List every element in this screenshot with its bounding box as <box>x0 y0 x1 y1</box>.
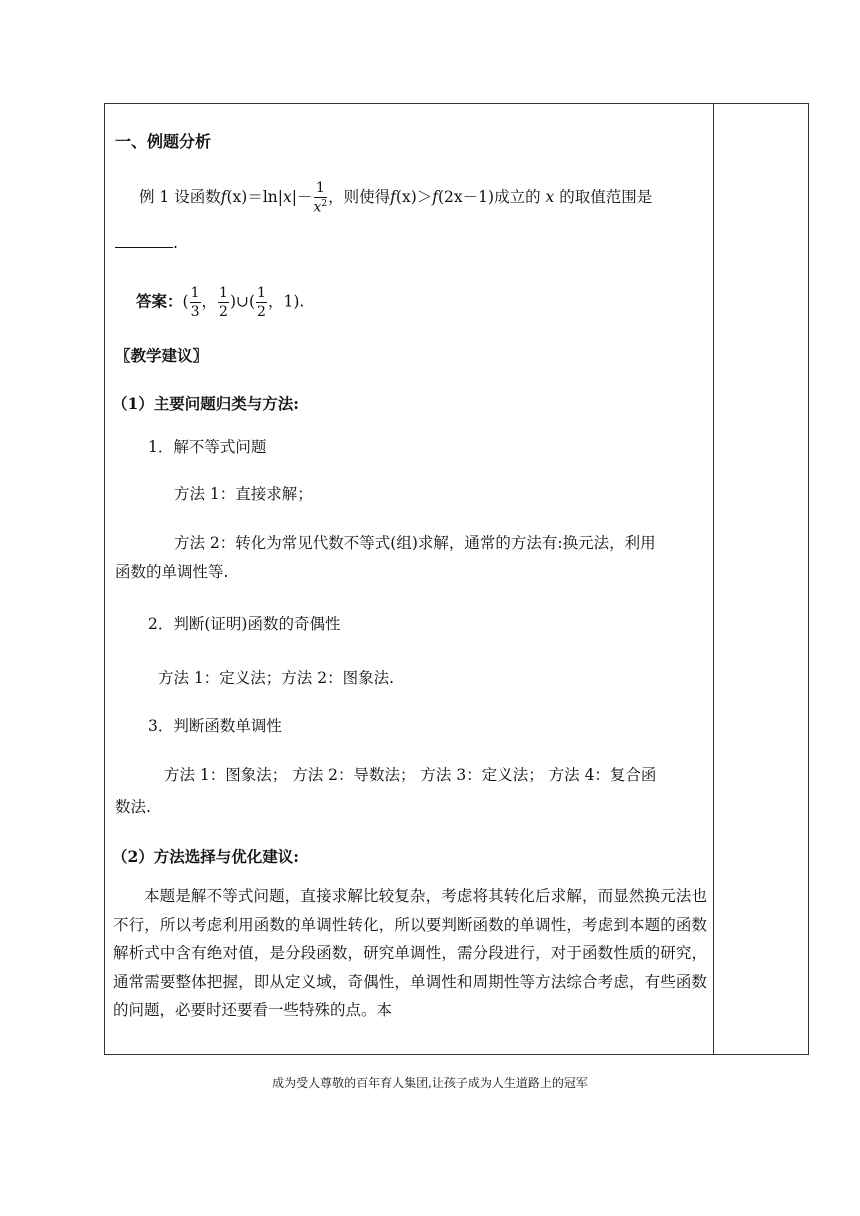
example-problem <box>139 181 652 215</box>
func-arg: (x) <box>226 187 248 206</box>
f2-den: 2 <box>219 304 228 320</box>
abs-var: x <box>283 187 292 206</box>
answer-label: 答案： <box>136 291 183 311</box>
answer-sep: ， <box>201 292 218 311</box>
teaching-title: 〖教学建议〗 <box>115 346 209 365</box>
item-1-method-2-line-1: 方法 2：转化为常见代数不等式(组)求解，通常的方法有:换元法，利用 <box>174 534 656 552</box>
cond-pre: ，则使得 <box>328 187 391 206</box>
example-intro: 设函数 <box>174 187 221 206</box>
item-3-methods-line-1: 方法 1：图象法； 方法 2：导数法； 方法 3：定义法； 方法 4：复合函 <box>164 766 657 784</box>
f3-den: 2 <box>257 304 266 320</box>
den-exponent: 2 <box>321 199 328 209</box>
cond-arg1: (x)＞ <box>395 187 433 206</box>
fraction-one-half-b <box>256 286 267 319</box>
cond-post: 成立的 <box>494 187 541 206</box>
item-3: 3．判断函数单调性 <box>148 717 282 735</box>
cond-end: 的取值范围是 <box>559 187 653 206</box>
part1-title: （1）主要问题归类与方法: <box>112 394 300 413</box>
example-label: 例 1 <box>139 187 170 206</box>
item-2-methods: 方法 1：定义法；方法 2：图象法. <box>158 669 395 687</box>
fraction-denominator <box>314 198 328 215</box>
part2-title: （2）方法选择与优化建议: <box>112 847 300 866</box>
item-3-methods-line-2: 数法. <box>115 798 151 816</box>
cond-x: x <box>545 187 555 206</box>
cond-f1: f <box>390 187 396 206</box>
func-name: f <box>220 187 227 206</box>
answer-tail: ，1). <box>267 292 305 311</box>
den-var: x <box>313 199 322 216</box>
table-column-divider <box>713 103 714 1055</box>
f3-num: 1 <box>257 285 266 301</box>
item-1-method-1: 方法 1：直接求解； <box>174 485 313 503</box>
cond-arg2: (2x－1) <box>438 187 495 206</box>
fraction-numerator: 1 <box>314 181 328 198</box>
blank-period: . <box>173 234 178 252</box>
f1-den: 3 <box>190 304 200 320</box>
f1-num: 1 <box>190 285 200 301</box>
answer-blank-line <box>115 233 178 253</box>
section-title: 一、例题分析 <box>115 132 212 151</box>
answer-open: ( <box>182 292 189 311</box>
fraction-one-half-a <box>218 286 229 319</box>
answer-union: )∪( <box>229 292 256 311</box>
fraction-1-over-x2 <box>314 181 328 215</box>
abs-end: |－ <box>291 187 313 206</box>
cond-f2: f <box>432 187 438 206</box>
item-1-method-2-line-2: 函数的单调性等. <box>115 563 229 581</box>
answer-blank <box>115 233 173 248</box>
func-eq: ＝ln| <box>247 187 284 206</box>
f2-num: 1 <box>219 285 228 301</box>
part2-body: 本题是解不等式问题，直接求解比较复杂，考虑将其转化后求解，而显然换元法也不行，所以考虑利用函数的单调性转化，所以要判断函数的单调性，考虑到本题的函数解析式中含有绝对值，是分段函数，研究单调性，需分段进行，对于函数性质的研究，通常需要整体把握，即从定义域，奇偶性，单调性和周期性等方法综合考虑，有些函数的问题，必要时还要看一些特殊的点。本 <box>113 887 707 1019</box>
item-1: 1．解不等式问题 <box>148 438 267 456</box>
fraction-one-third <box>190 286 201 319</box>
page-footer: 成为受人尊敬的百年育人集团,让孩子成为人生道路上的冠军 <box>272 1076 588 1090</box>
item-2: 2．判断(证明)函数的奇偶性 <box>148 615 341 633</box>
answer-line <box>136 286 304 319</box>
